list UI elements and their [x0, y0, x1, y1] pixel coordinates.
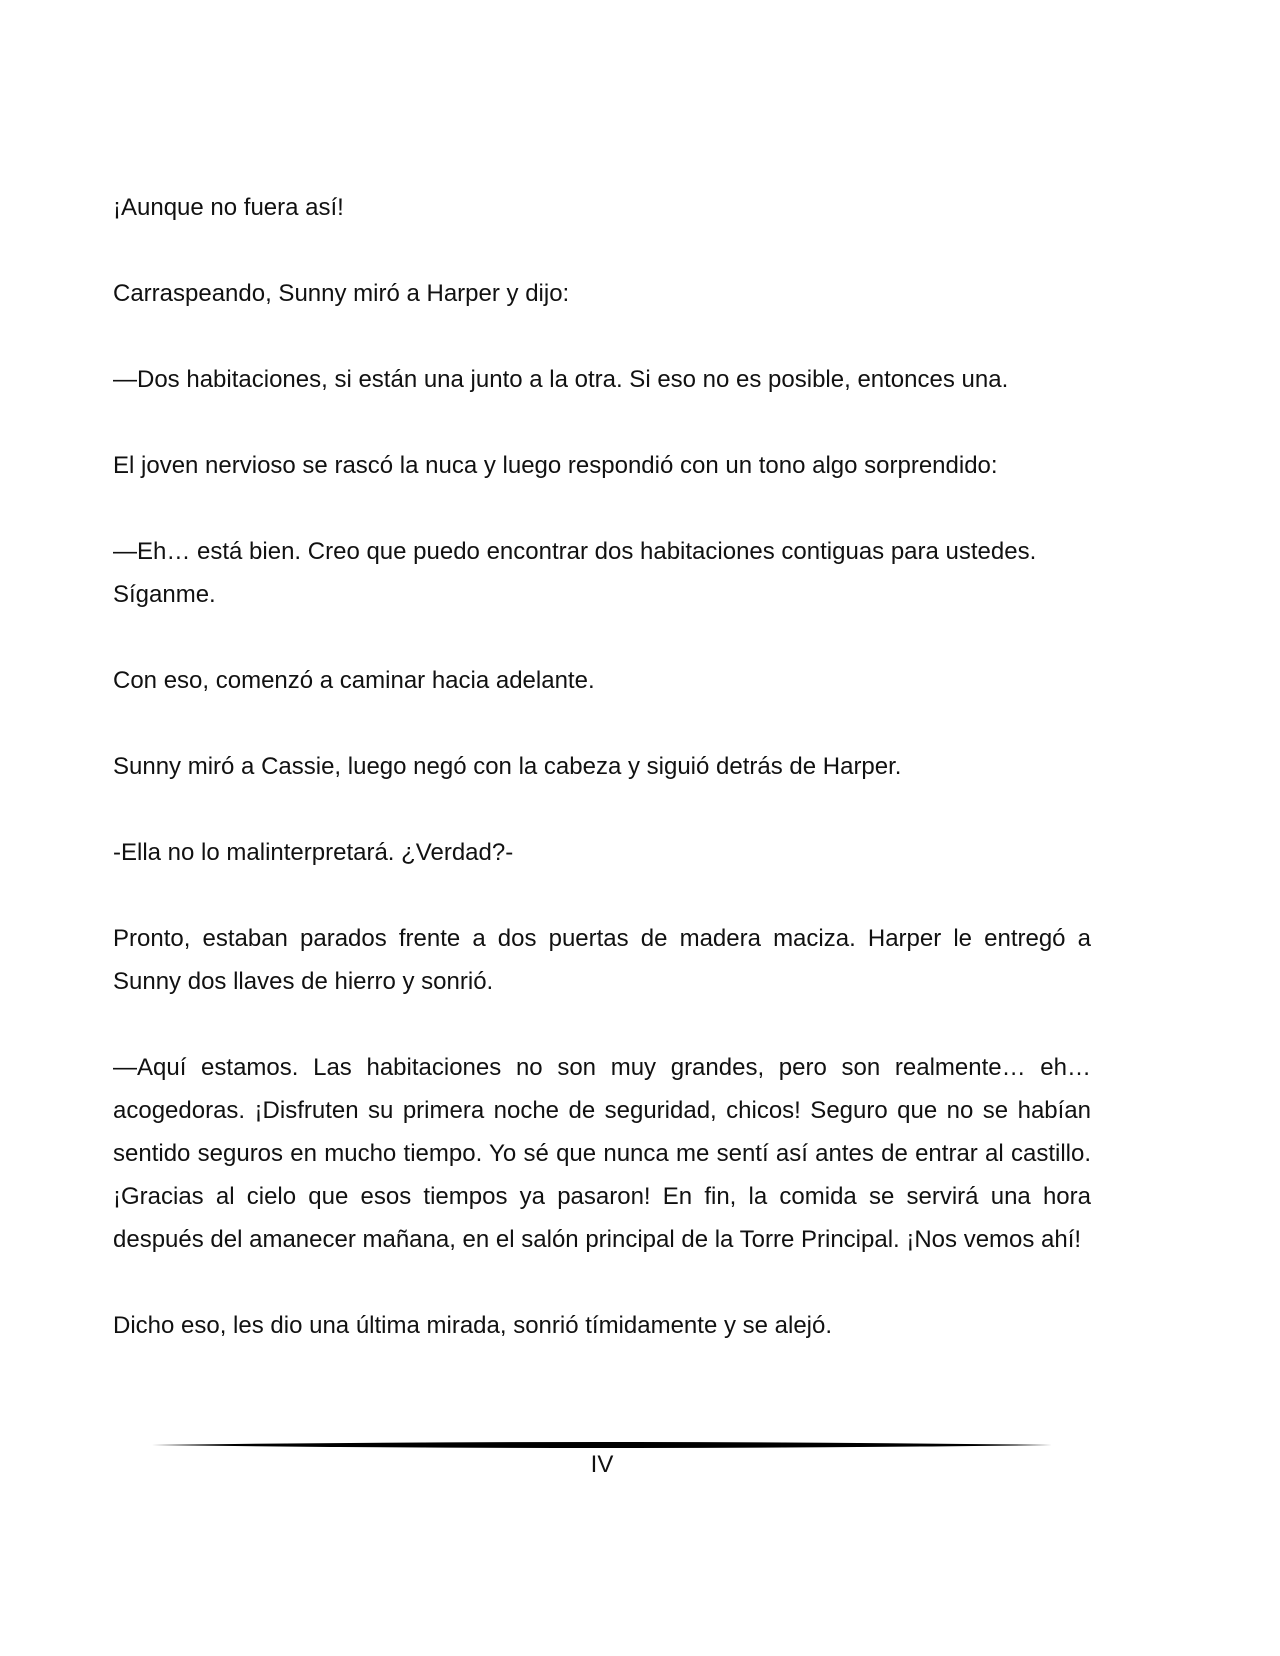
- paragraph: Con eso, comenzó a caminar hacia adelante.: [113, 667, 595, 694]
- paragraph: ¡Aunque no fuera así!: [113, 194, 344, 221]
- paragraph: —Aquí estamos. Las habitaciones no son muy grandes, pero son realmente… eh… acogedoras. ¡Disfruten su primera noche de seguridad, chicos! Seguro que no se habían sentido seguros en mucho tiempo. Yo sé que nunca me sentí así antes de entrar al castillo. ¡Gracias al cielo que esos tiempos ya pasaron! En fin, la comida se servirá una hora después del amanecer mañana, en el salón principal de la Torre Principal. ¡Nos vemos ahí!: [113, 1054, 1091, 1253]
- paragraph: -Ella no lo malinterpretará. ¿Verdad?-: [113, 839, 514, 866]
- paragraph: —Dos habitaciones, si están una junto a la otra. Si eso no es posible, entonces una.: [113, 366, 1009, 393]
- paragraph: Dicho eso, les dio una última mirada, sonrió tímidamente y se alejó.: [113, 1312, 833, 1339]
- page-number: IV: [590, 1451, 614, 1478]
- paragraph: Pronto, estaban parados frente a dos puertas de madera maciza. Harper le entregó a Sunny dos llaves de hierro y sonrió.: [113, 925, 1091, 995]
- paragraph: —Eh… está bien. Creo que puedo encontrar dos habitaciones contiguas para ustedes. Síganme.: [113, 538, 1037, 608]
- paragraph: Sunny miró a Cassie, luego negó con la cabeza y siguió detrás de Harper.: [113, 753, 902, 780]
- paragraph: Carraspeando, Sunny miró a Harper y dijo:: [113, 280, 570, 307]
- page-body: [113, 186, 1091, 1390]
- paragraph: El joven nervioso se rascó la nuca y luego respondió con un tono algo sorprendido:: [113, 452, 998, 479]
- separator-swash: [152, 1442, 1052, 1448]
